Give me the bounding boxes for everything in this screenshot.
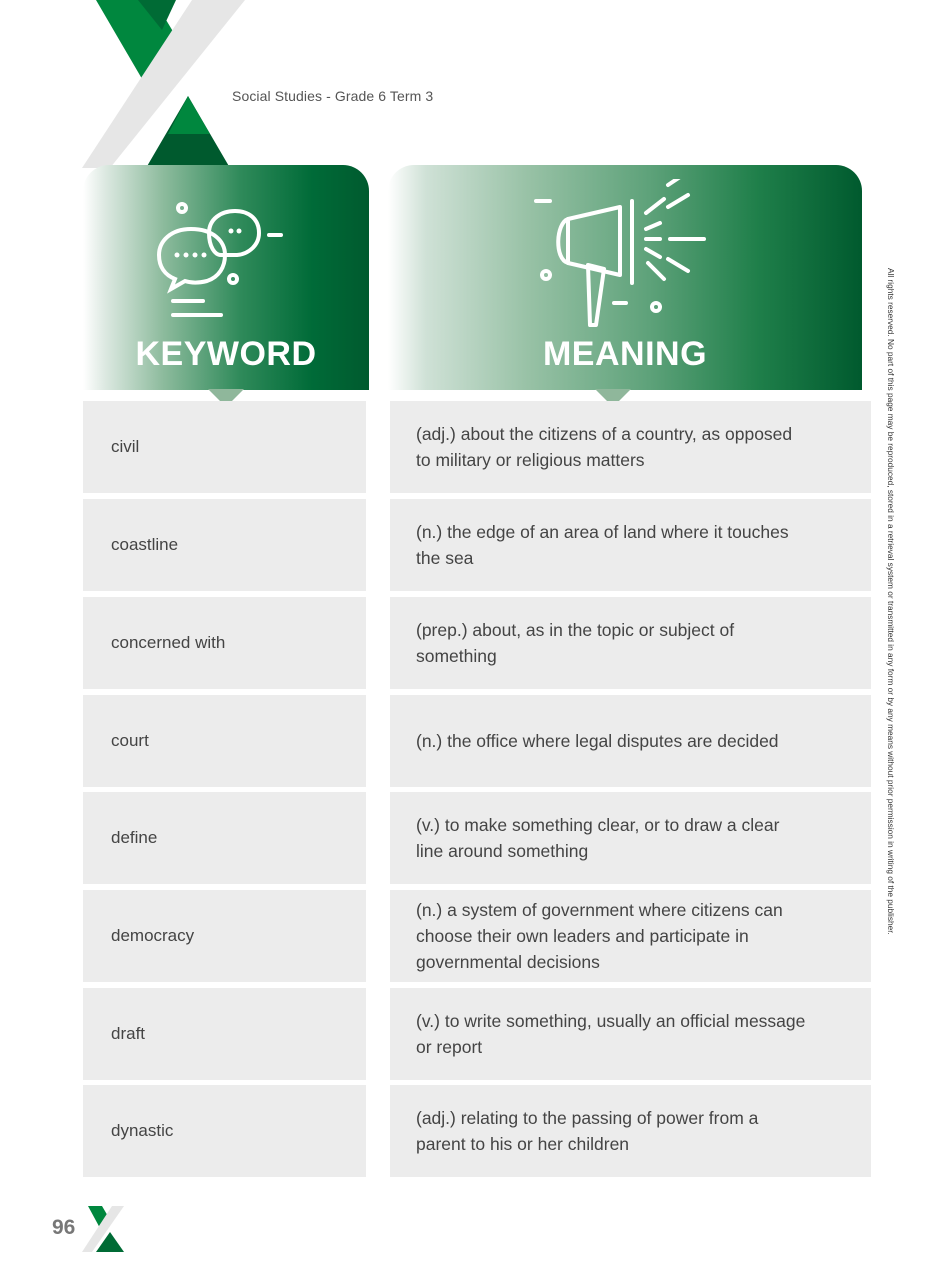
keyword-text: civil [111,437,140,456]
meaning-line: the sea [416,548,474,568]
meaning-column-header [388,165,862,390]
keyword-text: draft [111,1024,146,1043]
copyright-notice [884,268,896,1008]
meaning-text [416,617,734,669]
keyword-cell-draft [83,988,366,1080]
meaning-line: or report [416,1037,483,1057]
meaning-line: (n.) the office where legal disputes are decided [416,731,779,751]
meaning-cell-coastline [390,499,871,591]
publisher-logo-small [82,1206,126,1252]
meaning-text [416,519,789,571]
meaning-line: choose their own leaders and participate in [416,926,749,946]
meaning-line: something [416,646,497,666]
keyword-label: KEYWORD [135,335,317,373]
meaning-line: (adj.) about the citizens of a country, as opposed [416,424,793,444]
keyword-text: concerned with [111,633,226,652]
meaning-cell-concerned-with [390,597,871,689]
meaning-cell-democracy [390,890,871,982]
meaning-line: (n.) the edge of an area of land where it touches [416,522,789,542]
meaning-cell-dynastic [390,1085,871,1177]
meaning-text [416,1105,758,1157]
meaning-cell-court [390,695,871,787]
keyword-cell-civil [83,401,366,493]
meaning-line: governmental decisions [416,952,600,972]
keyword-cell-coastline [83,499,366,591]
keyword-text: democracy [111,926,195,945]
meaning-text [416,812,779,864]
meaning-text [416,728,779,754]
meaning-line: line around something [416,841,589,861]
keyword-cell-define [83,792,366,884]
keyword-cell-concerned-with [83,597,366,689]
meaning-text [416,421,792,473]
keyword-text: coastline [111,535,179,554]
publisher-logo [80,0,250,168]
keyword-cell-court [83,695,366,787]
subject-header: Social Studies - Grade 6 Term 3 [232,88,434,104]
meaning-cell-define [390,792,871,884]
meaning-line: (n.) a system of government where citizens can [416,900,783,920]
meaning-cell-draft [390,988,871,1080]
chat-bubbles-icon [151,199,291,319]
keyword-cell-democracy [83,890,366,982]
meaning-cell-civil [390,401,871,493]
keyword-cell-dynastic [83,1085,366,1177]
keyword-text: court [111,731,149,750]
copyright-text: All rights reserved. No part of this page may be reproduced, stored in a retrieval system or transmitted in any form or by any means without prior permission in writing of the publisher. [886,268,896,935]
page-number: 96 [52,1216,76,1239]
meaning-line: (adj.) relating to the passing of power from a [416,1108,759,1128]
meaning-label: MEANING [542,335,708,373]
megaphone-icon [528,179,718,329]
meaning-line: (prep.) about, as in the topic or subject of [416,620,735,640]
meaning-line: (v.) to write something, usually an official message [416,1011,806,1031]
meaning-line: to military or religious matters [416,450,645,470]
keyword-text: dynastic [111,1121,174,1140]
meaning-text [416,1008,805,1060]
keyword-column-header [83,165,369,390]
meaning-line: (v.) to make something clear, or to draw a clear [416,815,780,835]
meaning-line: parent to his or her children [416,1134,630,1154]
keyword-text: define [111,828,158,847]
meaning-text [416,897,783,975]
